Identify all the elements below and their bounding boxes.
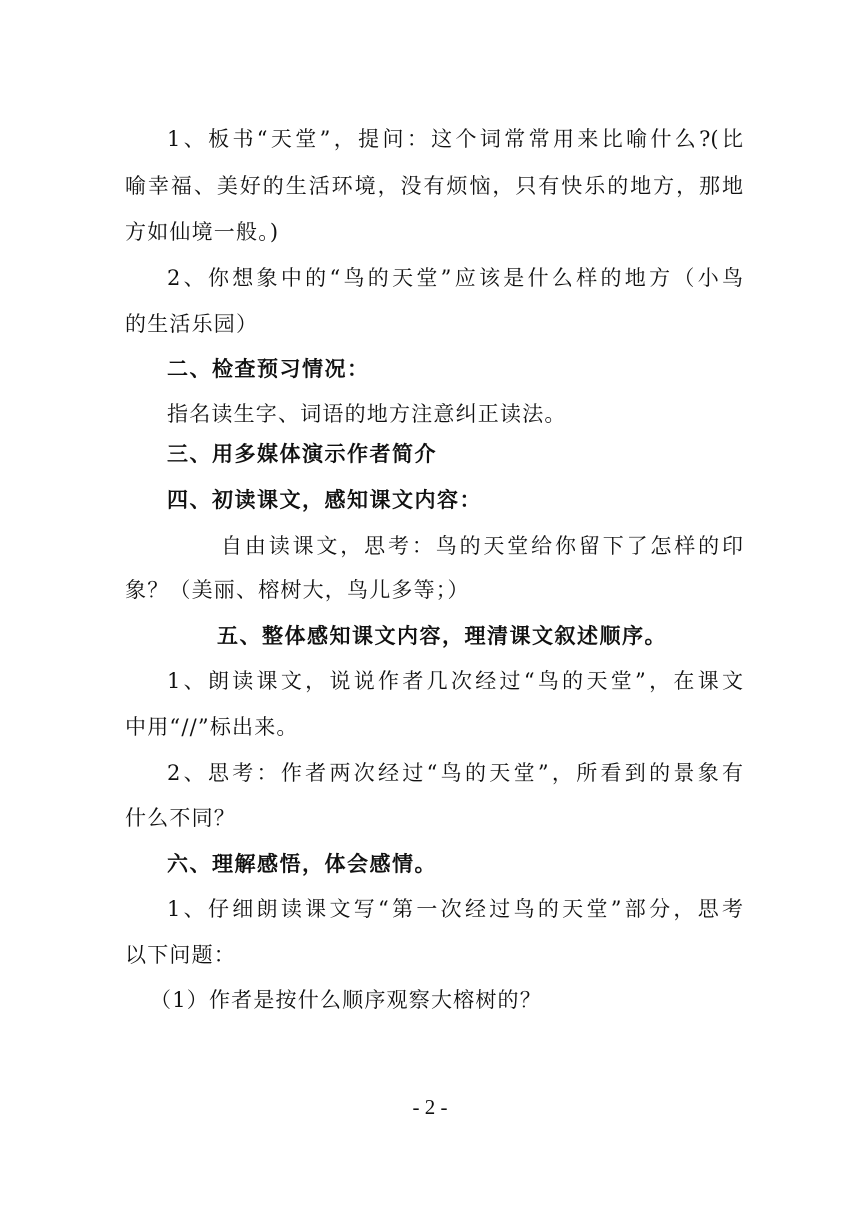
paragraph-line: 的生活乐园） [125,312,259,336]
paragraph-line: （1）作者是按什么顺序观察大榕树的？ [150,988,542,1012]
page-number: - 2 - [412,1095,448,1119]
paragraph-line: 以下问题： [125,943,236,967]
paragraph-line: 2、你想象中的“鸟的天堂”应该是什么样的地方（小鸟 [167,266,743,290]
paragraph-line: 1、仔细朗读课文写“第一次经过鸟的天堂”部分，思考 [167,897,743,921]
paragraph-line: 1、板书“天堂”，提问：这个词常常用来比喻什么?(比 [167,127,743,151]
paragraph-line: 喻幸福、美好的生活环境，没有烦恼，只有快乐的地方，那地 [125,174,743,198]
paragraph-line: 象？（美丽、榕树大，鸟儿多等；） [125,578,470,602]
section-heading: 二、检查预习情况： [167,357,370,381]
paragraph-line: 2、思考：作者两次经过“鸟的天堂”，所看到的景象有 [167,761,743,785]
paragraph-line: 指名读生字、词语的地方注意纠正读法。 [167,402,567,426]
paragraph-line: 什么不同？ [125,806,236,830]
paragraph-line: 中用“//”标出来。 [125,715,299,739]
section-heading: 六、理解感悟，体会感情。 [167,852,437,876]
paragraph-line: 方如仙境一般。) [125,220,280,244]
section-heading: 五、整体感知课文内容，理清课文叙述顺序。 [217,624,667,648]
section-heading: 四、初读课文，感知课文内容： [167,488,482,512]
paragraph-line: 1、朗读课文，说说作者几次经过“鸟的天堂”，在课文 [167,669,743,693]
section-heading: 三、用多媒体演示作者简介 [167,442,437,466]
paragraph-line: 自由读课文，思考：鸟的天堂给你留下了怎样的印 [221,534,743,558]
